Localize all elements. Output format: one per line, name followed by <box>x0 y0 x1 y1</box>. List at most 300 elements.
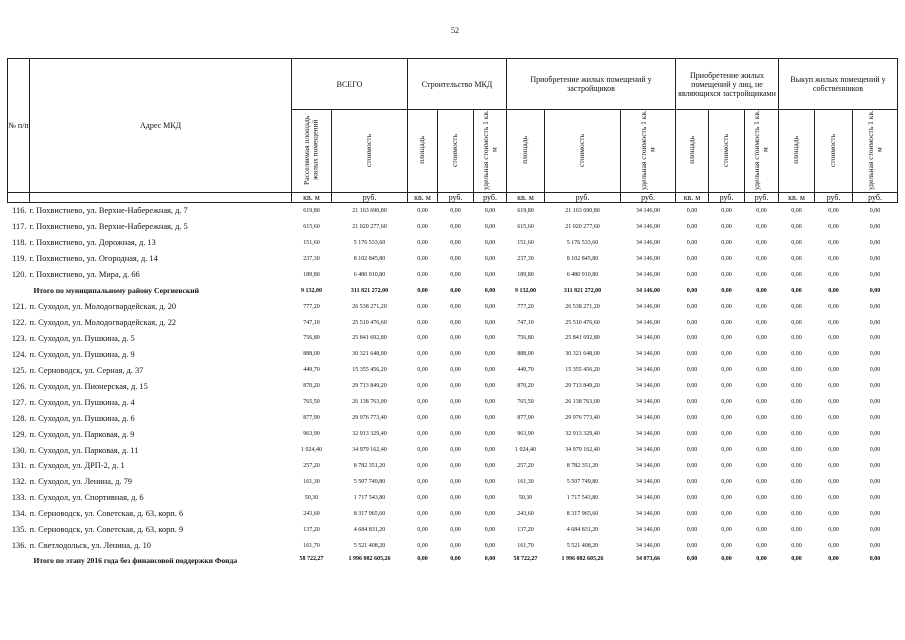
row-value: 0,00 <box>484 555 496 562</box>
row-value: 26 538 271,20 <box>565 303 600 310</box>
row-value: 0,00 <box>417 319 428 326</box>
row-value: 0,00 <box>869 351 881 358</box>
row-value: 0,00 <box>828 494 839 501</box>
row-value: 0,00 <box>828 271 839 278</box>
row-value: 34 146,00 <box>636 351 661 358</box>
row-value: 5 521 408,20 <box>566 542 599 549</box>
unit-blank <box>30 193 292 203</box>
row-value: 0,00 <box>686 255 698 262</box>
row-number: 134. <box>11 509 27 519</box>
row-number: 133. <box>11 493 27 503</box>
row-value: 0,00 <box>484 319 496 326</box>
row-value: 151,60 <box>517 239 534 246</box>
unit-label: руб. <box>332 193 408 203</box>
row-value: 29 976 773,40 <box>352 415 387 422</box>
row-value: 0,00 <box>450 494 461 501</box>
row-value: 189,80 <box>517 271 534 278</box>
row-value: 0,00 <box>721 351 732 358</box>
row-value: 747,10 <box>517 319 534 326</box>
row-value: 0,00 <box>869 287 881 294</box>
subheader-unit-cost: удельная стоимость 1 кв. м <box>745 110 779 193</box>
row-value: 34 146,00 <box>636 319 661 326</box>
row-number: 135. <box>11 525 27 535</box>
row-value: 0,00 <box>791 223 802 230</box>
row-value: 50,30 <box>304 494 319 501</box>
row-value: 0,00 <box>828 255 839 262</box>
row-number: 120. <box>11 270 27 280</box>
row-value: 34 146,00 <box>636 510 661 517</box>
row-address: п. Суходол, ул. Пионерская, д. 15 <box>29 381 148 391</box>
row-value: 0,00 <box>791 255 802 262</box>
row-value: 0,00 <box>721 287 732 294</box>
row-value: 0,00 <box>791 510 802 517</box>
row-value: 0,00 <box>869 271 881 278</box>
row-value: 0,00 <box>721 303 732 310</box>
row-value: 870,20 <box>517 383 534 390</box>
row-value: 0,00 <box>686 271 698 278</box>
row-value: 0,00 <box>417 526 428 533</box>
row-number: 116. <box>12 206 27 216</box>
row-value: 15 355 456,20 <box>565 367 600 374</box>
unit-label: кв. м <box>779 193 815 203</box>
row-value: 0,00 <box>450 239 461 246</box>
row-value: 30 321 648,00 <box>352 351 387 358</box>
row-value: 0,00 <box>417 510 428 517</box>
row-value: 0,00 <box>686 287 698 294</box>
row-value: 0,00 <box>869 303 881 310</box>
row-value: 0,00 <box>484 526 496 533</box>
row-value: 9 132,00 <box>301 287 322 294</box>
row-value: 0,00 <box>869 335 881 342</box>
housing-table <box>7 58 898 580</box>
row-value: 58 722,27 <box>299 555 324 562</box>
row-value: 0,00 <box>756 510 767 517</box>
table-row <box>8 315 898 331</box>
subheader-unit-cost: удельная стоимость 1 кв. м <box>621 110 676 193</box>
row-value: 756,80 <box>517 335 534 342</box>
row-address: п. Серноводск, ул. Серная, д. 37 <box>29 365 144 375</box>
row-value: 0,00 <box>756 447 767 454</box>
row-value: 0,00 <box>721 478 732 485</box>
row-value: 0,00 <box>828 555 839 562</box>
unit-label: кв. м <box>408 193 438 203</box>
row-value: 0,00 <box>869 239 881 246</box>
row-value: 0,00 <box>721 462 732 469</box>
row-address: п. Суходол, ул. Парковая, д. 11 <box>29 445 139 455</box>
table-row <box>8 331 898 347</box>
row-value: 34 146,00 <box>636 431 661 438</box>
row-value: 0,00 <box>417 255 428 262</box>
unit-label: руб. <box>621 193 676 203</box>
table-row <box>8 458 898 474</box>
row-value: 0,00 <box>756 271 767 278</box>
table-row <box>8 426 898 442</box>
row-value: 0,00 <box>417 399 428 406</box>
row-value: 58 722,27 <box>513 555 538 562</box>
row-value: 32 913 329,40 <box>352 431 387 438</box>
page-number: 52 <box>451 26 459 35</box>
row-value: 0,00 <box>686 383 698 390</box>
total-row <box>8 554 898 580</box>
row-address: п. Суходол, ул. Молодогвардейская, д. 20 <box>29 302 177 312</box>
row-value: 34 146,00 <box>636 271 661 278</box>
row-value: 0,00 <box>484 399 496 406</box>
row-value: 34 146,00 <box>636 367 661 374</box>
table-row <box>8 203 898 219</box>
row-value: 0,00 <box>756 415 767 422</box>
table-row <box>8 522 898 538</box>
row-value: 34 146,00 <box>636 478 661 485</box>
row-value: 0,00 <box>756 431 767 438</box>
row-value: 0,00 <box>484 207 496 214</box>
table-row <box>8 410 898 426</box>
subheader-cost: стоимость <box>709 110 745 193</box>
row-value: 0,00 <box>791 526 802 533</box>
row-value: 137,20 <box>303 526 320 533</box>
row-address: п. Серноводск, ул. Советская, д. 63, корп. 6 <box>29 509 184 519</box>
row-number <box>8 283 30 299</box>
row-value: 0,00 <box>484 447 496 454</box>
row-value: 0,00 <box>686 462 698 469</box>
row-value: 0,00 <box>721 255 732 262</box>
table-row <box>8 299 898 315</box>
row-value: 0,00 <box>828 319 839 326</box>
row-value: 0,00 <box>791 399 802 406</box>
row-value: 0,00 <box>869 319 881 326</box>
row-value: 25 841 692,80 <box>565 335 600 342</box>
unit-label: кв. м <box>292 193 332 203</box>
row-value: 877,90 <box>517 415 534 422</box>
row-value: 34 979 162,40 <box>352 447 387 454</box>
row-value: 0,00 <box>686 447 698 454</box>
row-value: 0,00 <box>686 415 698 422</box>
row-value: 0,00 <box>869 415 881 422</box>
row-value: 615,60 <box>517 223 534 230</box>
row-value: 0,00 <box>484 367 496 374</box>
row-value: 25 510 476,60 <box>565 319 600 326</box>
row-value: 34 146,00 <box>636 526 661 533</box>
row-value: 877,90 <box>303 415 320 422</box>
row-value: 0,00 <box>828 383 839 390</box>
table-row <box>8 219 898 235</box>
row-value: 0,00 <box>756 255 767 262</box>
subheader-area: площадь <box>779 110 815 193</box>
row-value: 8 317 965,60 <box>566 510 599 517</box>
row-address: п. Суходол, ул. Пушкина, д. 4 <box>29 397 135 407</box>
row-value: 0,00 <box>686 335 698 342</box>
row-value: 34 146,00 <box>636 287 661 294</box>
row-value: 449,70 <box>517 367 534 374</box>
unit-label: кв. м <box>676 193 709 203</box>
row-value: 0,00 <box>791 555 802 562</box>
row-value: 0,00 <box>828 447 839 454</box>
row-address: г. Похвистнево, ул. Верхне-Набережная, д. 5 <box>29 222 188 232</box>
row-value: 0,00 <box>791 478 802 485</box>
row-value: 0,00 <box>417 367 428 374</box>
row-number: 123. <box>11 333 27 343</box>
table-row <box>8 474 898 490</box>
row-value: 4 684 831,20 <box>566 526 599 533</box>
row-value: 0,00 <box>828 351 839 358</box>
row-value: 0,00 <box>721 415 732 422</box>
row-number: 132. <box>11 477 27 487</box>
row-value: 0,00 <box>791 351 802 358</box>
row-value: 963,90 <box>517 431 534 438</box>
row-address: п. Суходол, ул. Пушкина, д. 5 <box>29 333 135 343</box>
row-value: 26 138 763,00 <box>565 399 600 406</box>
row-value: 0,00 <box>450 207 461 214</box>
row-value: 765,50 <box>517 399 534 406</box>
total-row <box>8 283 898 299</box>
row-value: 0,00 <box>869 447 881 454</box>
row-value: 0,00 <box>417 335 428 342</box>
row-value: 0,00 <box>869 494 881 501</box>
row-value: 0,00 <box>450 431 461 438</box>
row-value: 0,00 <box>721 239 732 246</box>
row-value: 0,00 <box>721 271 732 278</box>
row-value: 0,00 <box>450 399 461 406</box>
row-value: 0,00 <box>791 447 802 454</box>
row-number: 129. <box>11 429 27 439</box>
row-value: 0,00 <box>756 542 767 549</box>
row-value: 0,00 <box>828 367 839 374</box>
row-address: г. Похвистнево, ул. Дорожная, д. 13 <box>29 238 156 248</box>
row-value: 29 713 849,20 <box>352 383 387 390</box>
row-value: 29 976 773,40 <box>565 415 600 422</box>
group-developer-purchase-header: Приобретение жилых помещений у застройщиков <box>507 59 676 110</box>
row-value: 0,00 <box>450 287 461 294</box>
row-value: 0,00 <box>686 351 698 358</box>
row-value: 0,00 <box>721 223 732 230</box>
row-value: 8 782 351,20 <box>566 462 599 469</box>
row-value: 237,30 <box>517 255 534 262</box>
row-value: 161,30 <box>303 478 320 485</box>
row-value: 189,80 <box>303 271 320 278</box>
row-value: 0,00 <box>484 431 496 438</box>
row-value: 26 538 271,20 <box>352 303 387 310</box>
table-row <box>8 346 898 362</box>
unit-label: руб. <box>745 193 779 203</box>
row-value: 0,00 <box>686 319 698 326</box>
row-value: 0,00 <box>791 542 802 549</box>
row-value: 0,00 <box>828 510 839 517</box>
row-value: 311 821 272,00 <box>563 287 602 294</box>
row-value: 0,00 <box>828 239 839 246</box>
row-value: 0,00 <box>756 462 767 469</box>
row-value: 0,00 <box>686 494 698 501</box>
row-value: 0,00 <box>484 462 496 469</box>
row-value: 1 996 082 605,26 <box>348 555 391 562</box>
row-value: 34 146,00 <box>636 207 661 214</box>
group-non-developer-purchase-header: Приобретение жилых помещений у лиц, не являющихся застройщиками <box>676 59 779 110</box>
row-value: 34 146,00 <box>636 223 661 230</box>
row-value: 5 507 749,80 <box>353 478 386 485</box>
row-value: 0,00 <box>484 335 496 342</box>
table-row <box>8 506 898 522</box>
row-value: 243,60 <box>303 510 320 517</box>
row-address: п. Суходол, ул. Пушкина, д. 6 <box>29 413 135 423</box>
row-value: 765,50 <box>303 399 320 406</box>
row-address: п. Серноводск, ул. Советская, д. 63, корп. 9 <box>29 525 184 535</box>
row-number <box>8 554 30 580</box>
row-value: 0,00 <box>828 287 839 294</box>
row-value: 0,00 <box>791 303 802 310</box>
row-value: 0,00 <box>417 303 428 310</box>
row-value: 0,00 <box>828 207 839 214</box>
row-value: 50,30 <box>518 494 533 501</box>
row-address: г. Похвистнево, ул. Огородная, д. 14 <box>29 254 158 264</box>
subheader-cost: стоимость <box>332 110 408 193</box>
row-value: 870,20 <box>303 383 320 390</box>
row-number: 131. <box>11 461 27 471</box>
row-value: 0,00 <box>484 383 496 390</box>
row-value: 0,00 <box>828 478 839 485</box>
row-value: 5 176 533,60 <box>353 239 386 246</box>
row-value: 1 024,40 <box>301 447 322 454</box>
group-buyout-header: Выкуп жилых помещений у собственников <box>779 59 898 110</box>
subheader-area: площадь <box>408 110 438 193</box>
table-row <box>8 490 898 506</box>
row-value: 26 138 763,00 <box>352 399 387 406</box>
row-value: 0,00 <box>686 510 698 517</box>
group-construction-header: Строительство МКД <box>408 59 507 110</box>
row-value: 0,00 <box>756 494 767 501</box>
row-value: 0,00 <box>417 287 428 294</box>
row-value: 963,90 <box>303 431 320 438</box>
row-number: 130. <box>11 445 27 455</box>
row-address: Итого по этапу 2016 года без финансовой поддержки Фонда <box>33 555 238 565</box>
table-row <box>8 267 898 283</box>
table-row <box>8 235 898 251</box>
row-value: 0,00 <box>484 239 496 246</box>
row-value: 34 146,00 <box>636 415 661 422</box>
row-address: п. Суходол, ул. Ленина, д. 79 <box>29 477 132 487</box>
row-value: 0,00 <box>869 462 881 469</box>
row-value: 243,60 <box>517 510 534 517</box>
unit-label: кв. м <box>507 193 545 203</box>
row-number: 118. <box>12 238 27 248</box>
row-value: 0,00 <box>828 399 839 406</box>
row-value: 0,00 <box>686 207 698 214</box>
row-value: 0,00 <box>869 223 881 230</box>
row-value: 8 102 845,80 <box>353 255 386 262</box>
row-value: 0,00 <box>828 223 839 230</box>
row-value: 0,00 <box>417 239 428 246</box>
row-value: 0,00 <box>869 526 881 533</box>
table-row <box>8 362 898 378</box>
row-value: 0,00 <box>450 555 461 562</box>
row-value: 0,00 <box>828 462 839 469</box>
row-value: 21 163 690,80 <box>565 207 600 214</box>
row-value: 34 146,00 <box>636 335 661 342</box>
row-value: 0,00 <box>417 415 428 422</box>
row-address: п. Суходол, ул. Парковая, д. 9 <box>29 429 135 439</box>
table-row <box>8 378 898 394</box>
row-value: 0,00 <box>484 351 496 358</box>
row-value: 0,00 <box>417 223 428 230</box>
subheader-area: площадь <box>676 110 709 193</box>
row-value: 0,00 <box>450 542 461 549</box>
col-num-header: № п/п <box>8 59 30 193</box>
table-row <box>8 394 898 410</box>
row-address: п. Светлодольск, ул. Ленина, д. 10 <box>29 541 151 551</box>
group-total-header: ВСЕГО <box>292 59 408 110</box>
row-value: 0,00 <box>484 415 496 422</box>
row-value: 151,60 <box>303 239 320 246</box>
row-value: 0,00 <box>828 542 839 549</box>
row-value: 0,00 <box>721 447 732 454</box>
subheader-cost: стоимость <box>438 110 474 193</box>
row-value: 257,20 <box>517 462 534 469</box>
row-address: п. Суходол, ул. ДРП-2, д. 1 <box>29 461 125 471</box>
row-value: 4 684 831,20 <box>353 526 386 533</box>
row-value: 0,00 <box>417 271 428 278</box>
row-value: 161,70 <box>517 542 534 549</box>
row-address: п. Суходол, ул. Спортивная, д. 6 <box>29 493 144 503</box>
row-value: 34 146,00 <box>636 399 661 406</box>
row-value: 0,00 <box>869 510 881 517</box>
row-value: 0,00 <box>686 542 698 549</box>
row-value: 8 102 845,80 <box>566 255 599 262</box>
row-value: 0,00 <box>417 383 428 390</box>
row-value: 0,00 <box>417 351 428 358</box>
row-value: 0,00 <box>721 510 732 517</box>
row-value: 0,00 <box>791 207 802 214</box>
row-value: 0,00 <box>869 399 881 406</box>
unit-label: руб. <box>709 193 745 203</box>
row-value: 0,00 <box>756 207 767 214</box>
row-value: 0,00 <box>756 335 767 342</box>
row-value: 888,00 <box>517 351 534 358</box>
row-value: 0,00 <box>484 478 496 485</box>
table-row <box>8 442 898 458</box>
row-value: 311 821 272,00 <box>350 287 389 294</box>
row-value: 25 510 476,60 <box>352 319 387 326</box>
row-value: 0,00 <box>791 367 802 374</box>
table-row <box>8 538 898 554</box>
subheader-unit-cost: удельная стоимость 1 кв. м <box>853 110 898 193</box>
row-value: 888,00 <box>303 351 320 358</box>
row-value: 0,00 <box>869 207 881 214</box>
row-value: 0,00 <box>869 383 881 390</box>
row-value: 0,00 <box>484 287 496 294</box>
row-number: 121. <box>11 302 27 312</box>
subheader-cost: стоимость <box>545 110 621 193</box>
row-value: 0,00 <box>721 383 732 390</box>
col-address-header: Адрес МКД <box>30 59 292 193</box>
row-value: 0,00 <box>721 494 732 501</box>
row-value: 0,00 <box>417 431 428 438</box>
row-value: 34 146,00 <box>636 494 661 501</box>
table-body <box>8 203 898 580</box>
row-value: 0,00 <box>756 555 767 562</box>
row-value: 0,00 <box>686 303 698 310</box>
subheader-cost: стоимость <box>815 110 853 193</box>
row-value: 34 146,00 <box>636 303 661 310</box>
row-value: 1 717 543,80 <box>566 494 599 501</box>
row-value: 6 480 910,80 <box>566 271 599 278</box>
row-value: 615,60 <box>303 223 320 230</box>
row-value: 0,00 <box>828 415 839 422</box>
table-row <box>8 251 898 267</box>
row-value: 0,00 <box>484 510 496 517</box>
row-value: 0,00 <box>450 271 461 278</box>
row-value: 0,00 <box>417 494 428 501</box>
row-number: 122. <box>11 318 27 328</box>
row-value: 8 782 351,20 <box>353 462 386 469</box>
unit-label: руб. <box>853 193 898 203</box>
row-value: 0,00 <box>791 431 802 438</box>
